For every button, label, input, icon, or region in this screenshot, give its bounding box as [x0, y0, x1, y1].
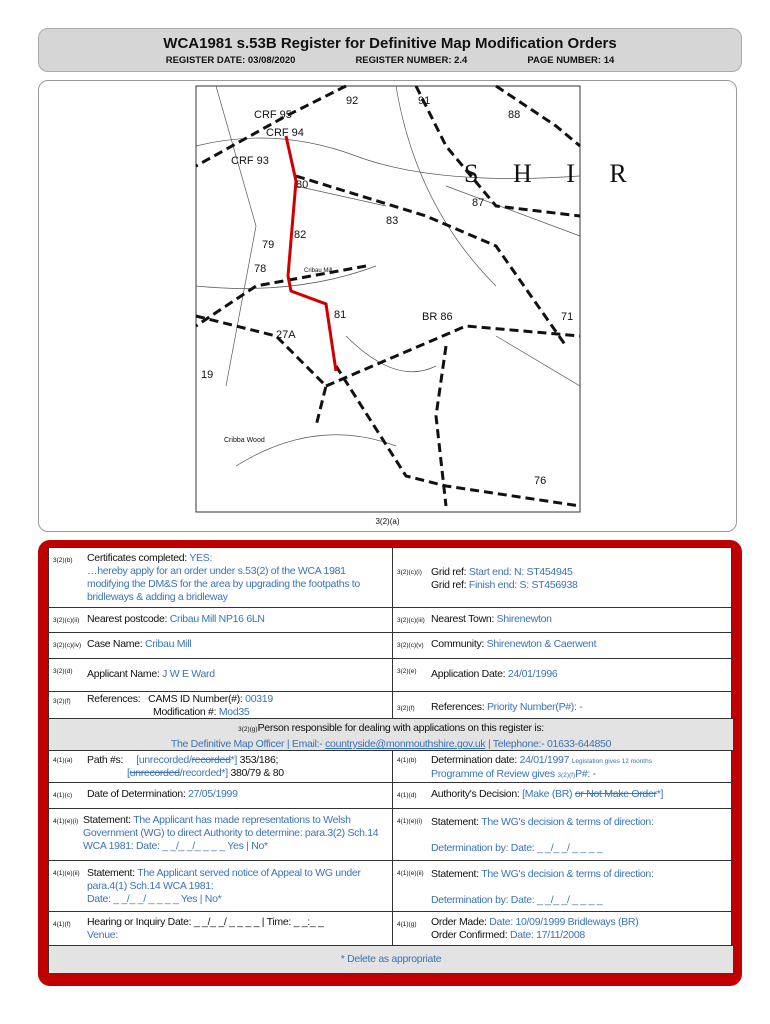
- ref: 3(2)(e): [397, 668, 417, 675]
- label: Order Confirmed:: [431, 929, 508, 941]
- map-label: 19: [201, 369, 214, 381]
- label: Authority's Decision:: [431, 788, 520, 800]
- value: Determination by: Date: _ _/_ _/ _ _ _ _: [431, 842, 603, 854]
- map-caption: 3(2)(a): [375, 517, 400, 526]
- ref: 3(2)(b): [53, 557, 73, 564]
- value: YES:: [189, 552, 213, 564]
- map-label: BR 86: [422, 311, 453, 323]
- ref: 3(2)(d): [53, 668, 73, 675]
- value: 00319: [245, 693, 273, 705]
- register-panel: [38, 540, 742, 986]
- map-label: CRF 93: [231, 155, 269, 167]
- value: The WG's decision & terms of direction:: [481, 868, 654, 880]
- value: The Applicant has made representations to Welsh Government (WG) to direct Authority to determine: para.3(2) Sch.14 WCA 1981: Date: _ _/_ _/_ _ _ _ Yes | No*: [83, 814, 379, 852]
- label: Hearing or Inquiry Date: _ _/_ _/ _ _ _ _ | Time: _ _:_ _: [87, 916, 324, 928]
- map-label: 71: [561, 311, 574, 323]
- map-label: 81: [334, 309, 347, 321]
- label: Application Date:: [431, 668, 506, 680]
- value: Priority Number(P#): -: [486, 701, 583, 713]
- ref: 3(2)(c)(iv): [53, 642, 82, 649]
- label: Modification #:: [153, 706, 217, 718]
- page-title: WCA1981 s.53B Register for Definitive Map Modification Orders: [163, 35, 617, 52]
- v: 380/79 & 80: [230, 767, 284, 779]
- route-map: [196, 86, 641, 512]
- certificates-cell: [49, 548, 393, 608]
- v: [unrecorded/: [136, 754, 192, 766]
- email-link[interactable]: countryside@monmouthshire.gov.uk: [325, 738, 486, 750]
- map-label: 87: [472, 197, 485, 209]
- ref: 4(1)(e)(i): [53, 818, 79, 825]
- register-header: [38, 28, 742, 72]
- map-label: 92: [346, 95, 359, 107]
- decision-cell: [393, 783, 733, 809]
- contact-row: [49, 719, 733, 751]
- map-label: Cribau Mill: [304, 268, 333, 274]
- value: Date: _ _/_ _/ _ _ _ _ Yes | No*: [87, 893, 222, 905]
- value: J W E Ward: [162, 668, 215, 680]
- statement2-cell: [49, 861, 393, 912]
- ref: 3(2)(c)(iii): [397, 617, 425, 624]
- value: The WG's decision & terms of direction:: [481, 816, 654, 828]
- value: Finish end: S: ST456938: [468, 579, 578, 591]
- postcode-cell: [49, 608, 393, 633]
- label: Path #s:: [87, 754, 124, 766]
- label: References:: [431, 701, 485, 713]
- priority-cell: [393, 692, 733, 719]
- map-label: 79: [262, 239, 275, 251]
- ref: 3(2)(c)(i): [397, 569, 422, 576]
- label: Determination date:: [431, 754, 517, 766]
- value: Determination by: Date: _ _/_ _/ _ _ _ _: [431, 894, 603, 906]
- hearing-cell: [49, 912, 393, 946]
- v: *]: [230, 754, 238, 766]
- value: 24/01/1996: [507, 668, 558, 680]
- v: 3(2)(f): [557, 772, 576, 779]
- map-label: 88: [508, 109, 521, 121]
- ref: 3(2)(c)(ii): [53, 617, 80, 624]
- value: Venue:: [87, 929, 118, 941]
- wg1-cell: [393, 809, 733, 861]
- map-label: 83: [386, 215, 399, 227]
- map-label: 82: [294, 229, 307, 241]
- ref: 3(2)(c)(v): [397, 642, 424, 649]
- v: recorded: [191, 754, 231, 766]
- references-cell: [49, 692, 393, 719]
- map-frame: [38, 80, 737, 532]
- map-label: 27A: [276, 329, 296, 341]
- register-date: REGISTER DATE: 03/08/2020: [165, 55, 296, 66]
- value: The Applicant served notice of Appeal to WG under para.4(1) Sch.14 WCA 1981:: [87, 867, 361, 892]
- order-cell: [393, 912, 733, 946]
- label: Community:: [431, 638, 485, 650]
- map-label: S H I R: [464, 159, 641, 188]
- ref: 4(1)(e)(ii): [397, 870, 424, 877]
- map-label: CRF 94: [266, 127, 304, 139]
- ref: 4(1)(g): [397, 921, 417, 928]
- ref: 4(1)(b): [397, 757, 417, 764]
- map-label: Cribba Wood: [224, 437, 265, 444]
- v: or Not Make Order: [574, 788, 657, 800]
- value: Mod35: [218, 706, 250, 718]
- value: Start end: N: ST454945: [468, 566, 573, 578]
- value: Shirenewton & Caerwent: [486, 638, 597, 650]
- ref: 3(2)(f): [53, 698, 71, 705]
- phone: | Telephone:- 01633-644850: [487, 738, 612, 750]
- ref: 4(1)(a): [53, 757, 73, 764]
- ref: 3(2)(g): [238, 726, 258, 733]
- map-label: 80: [296, 179, 309, 191]
- label: Case Name:: [87, 638, 143, 650]
- page-number: PAGE NUMBER: 14: [527, 55, 615, 66]
- dateofdet-cell: [49, 783, 393, 809]
- v: /recorded*]: [179, 767, 228, 779]
- label: Person responsible for dealing with applications on this register is:: [257, 722, 544, 734]
- officer: The Definitive Map Officer | Email:-: [170, 738, 323, 750]
- v: 353/186;: [239, 754, 279, 766]
- label: Applicant Name:: [87, 668, 160, 680]
- town-cell: [393, 608, 733, 633]
- footnote: * Delete as appropriate: [340, 953, 442, 965]
- value: 27/05/1999: [188, 788, 238, 800]
- value: 24/01/1997: [519, 754, 570, 766]
- label: References:: [87, 693, 141, 705]
- map-label: 78: [254, 263, 267, 275]
- value: …hereby apply for an order under s.53(2) of the WCA 1981 modifying the DM&S for the area by upgrading the footpaths to bridleways & adding a bridleway: [87, 565, 360, 603]
- v: unrecorded: [129, 767, 180, 779]
- case-cell: [49, 633, 393, 659]
- footer-note: [49, 946, 733, 973]
- label: Nearest Town:: [431, 613, 495, 625]
- ref: 4(1)(f): [53, 921, 71, 928]
- gridref-cell: [393, 548, 733, 608]
- ref: 4(1)(c): [53, 792, 73, 799]
- label: Statement:: [87, 867, 135, 879]
- ref: 4(1)(d): [397, 792, 417, 799]
- value: Date: 17/11/2008: [509, 929, 585, 941]
- value: Shirenewton: [496, 613, 552, 625]
- label: Date of Determination:: [87, 788, 186, 800]
- wg2-cell: [393, 861, 733, 912]
- value: Cribau Mill: [144, 638, 192, 650]
- value: Date: 10/09/1999 Bridleways (BR): [489, 916, 639, 928]
- detdate-cell: [393, 751, 733, 783]
- label: Certificates completed:: [87, 552, 187, 564]
- appdate-cell: [393, 659, 733, 692]
- label: Order Made:: [431, 916, 487, 928]
- ref: 4(1)(e)(i): [397, 818, 423, 825]
- ref: 4(1)(e)(ii): [53, 870, 80, 877]
- label: Statement:: [431, 816, 479, 828]
- v: *]: [656, 788, 664, 800]
- register-number: REGISTER NUMBER: 2.4: [355, 55, 468, 66]
- applicant-cell: [49, 659, 393, 692]
- v: P#: -: [575, 768, 596, 780]
- value: Cribau Mill NP16 6LN: [169, 613, 265, 625]
- register-table: [48, 547, 732, 972]
- label: Grid ref:: [431, 579, 467, 591]
- statement1-cell: [49, 809, 393, 861]
- community-cell: [393, 633, 733, 659]
- label: Grid ref:: [431, 566, 467, 578]
- map-label: 91: [418, 95, 431, 107]
- ref: 3(2)(f): [397, 705, 415, 712]
- label: Statement:: [83, 814, 131, 826]
- v: Programme of Review gives: [431, 768, 555, 780]
- v: [Make (BR): [522, 788, 573, 800]
- label: CAMS ID Number(#):: [148, 693, 243, 705]
- label: Statement:: [431, 868, 479, 880]
- v: [: [127, 767, 130, 779]
- note: Legislation gives 12 months: [571, 758, 652, 765]
- label: Nearest postcode:: [87, 613, 168, 625]
- map-label: 76: [534, 475, 547, 487]
- map-label: CRF 95: [254, 109, 292, 121]
- paths-cell: [49, 751, 393, 783]
